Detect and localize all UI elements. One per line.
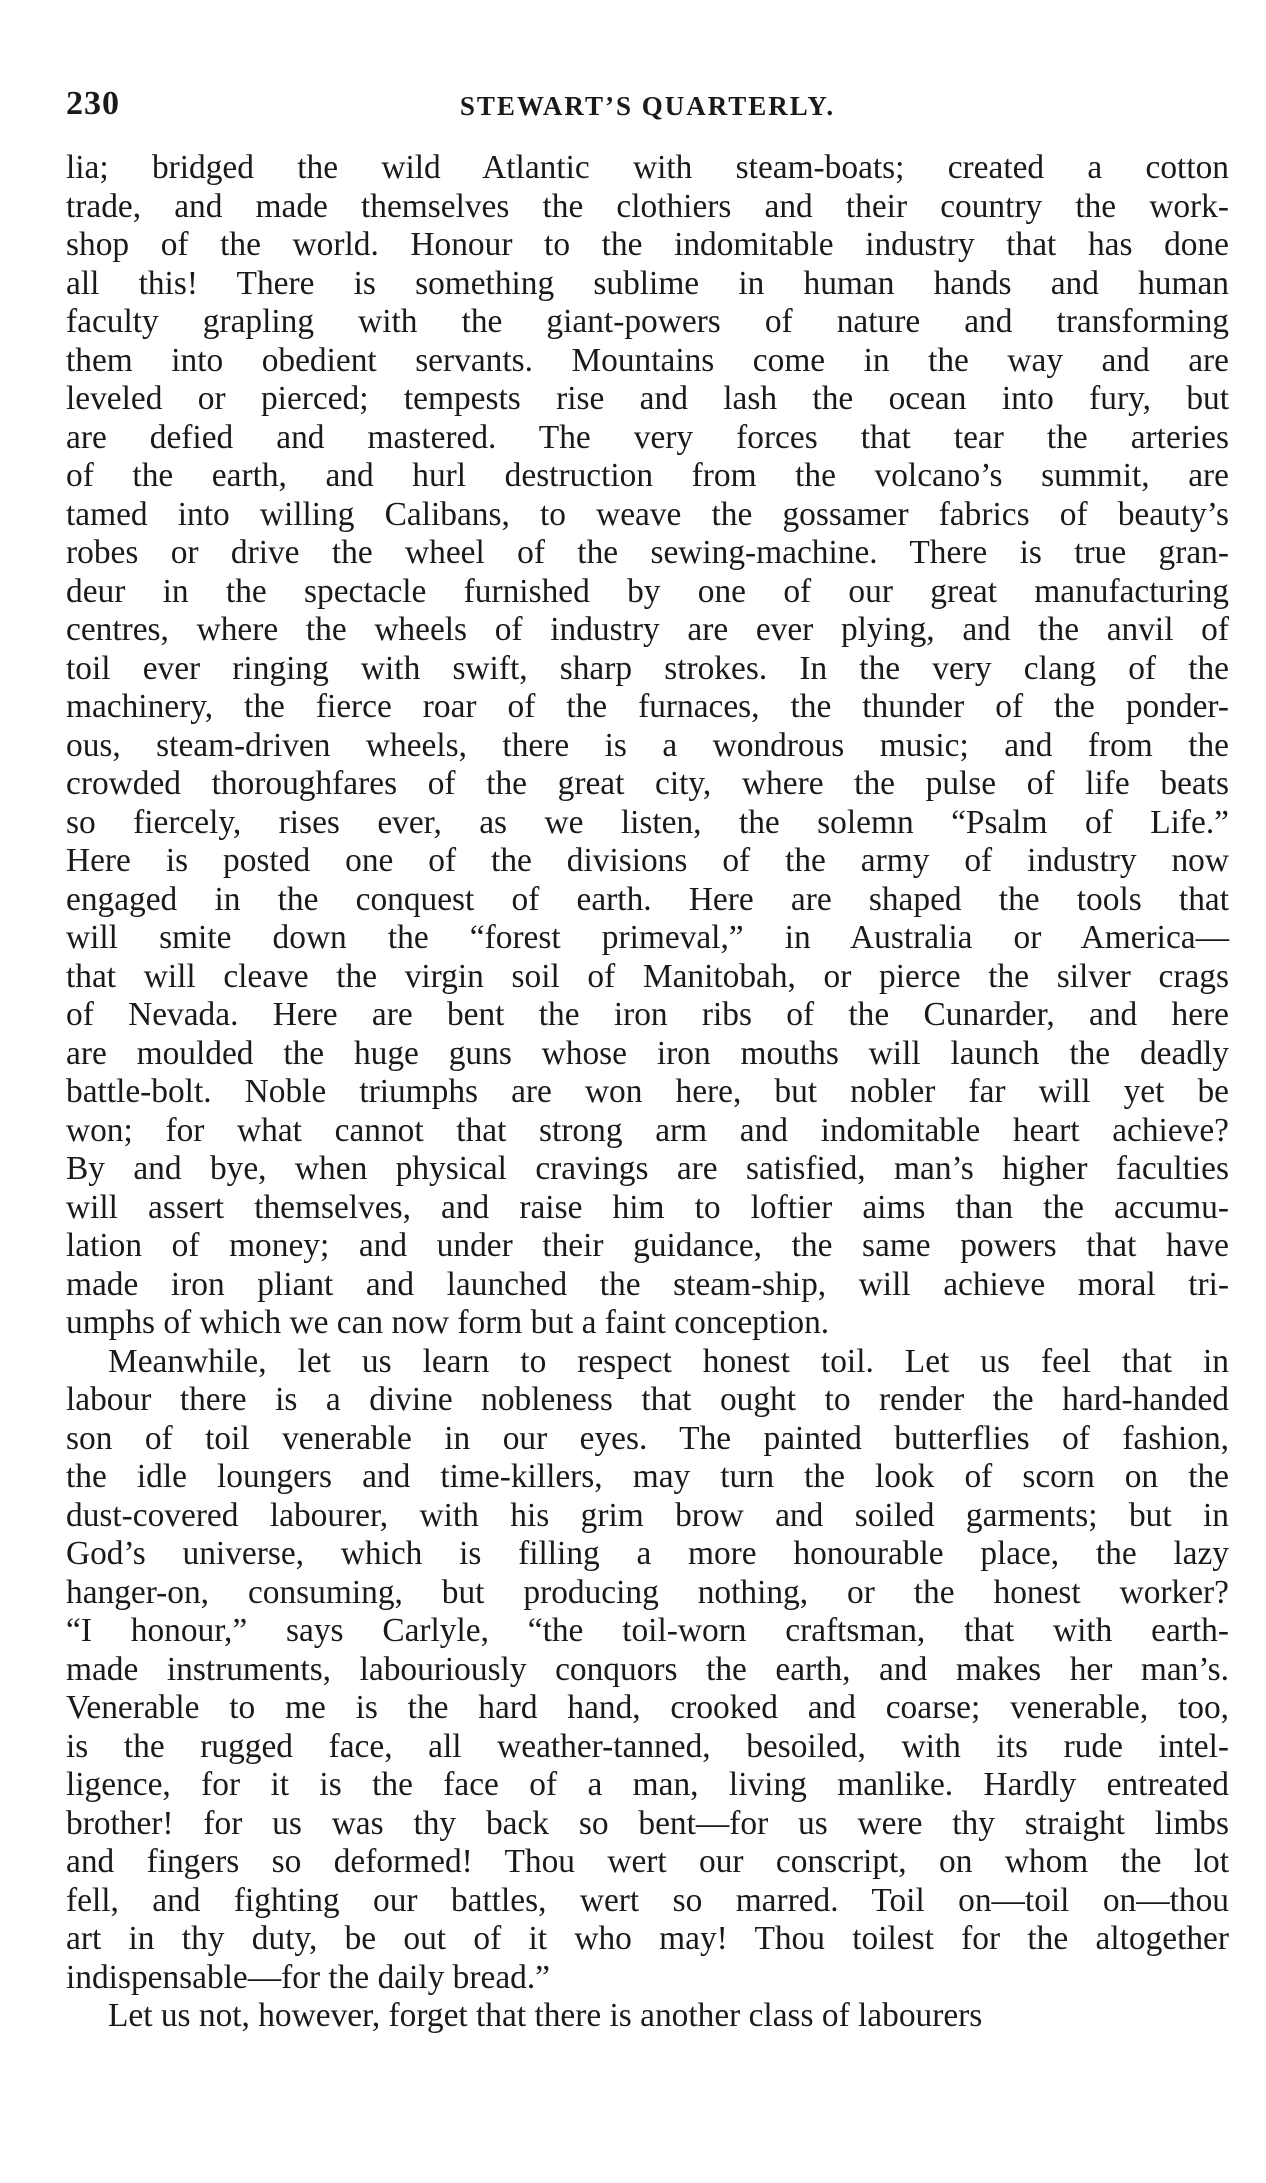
text-line: tamed into willing Calibans, to weave the gossamer fabrics of beauty’s [66,495,1229,533]
text-line: hanger-on, consuming, but producing nothing, or the honest worker? [66,1573,1229,1611]
text-line: umphs of which we can now form but a faint conception. [66,1304,830,1341]
text-line: that will cleave the virgin soil of Manitobah, or pierce the silver crags [66,957,1229,995]
text-line: all this! There is something sublime in human hands and human [66,264,1229,302]
text-line: fell, and fighting our battles, wert so marred. Toil on—toil on—thou [66,1881,1229,1919]
running-head: STEWART’S QUARTERLY. [459,91,836,121]
text-line: labour there is a divine nobleness that ought to render the hard-handed [66,1381,1229,1418]
text-line: is the rugged face, all weather-tanned, besoiled, with its rude intel- [66,1727,1229,1765]
text-line: made iron pliant and launched the steam-ship, will achieve moral tri- [66,1265,1229,1303]
text-line: Let us not, however, forget that there is another class of labourers [108,1997,983,2034]
text-line: ous, steam-driven wheels, there is a wondrous music; and from the [66,726,1229,764]
page-number: 230 [66,85,120,122]
text-line: are moulded the huge guns whose iron mouths will launch the deadly [66,1034,1229,1072]
text-line: machinery, the fierce roar of the furnaces, the thunder of the ponder- [66,688,1229,725]
text-line: brother! for us was thy back so bent—for us were thy straight limbs [66,1804,1229,1842]
paragraph [66,1997,1229,2036]
text-line: Meanwhile, let us learn to respect honest toil. Let us feel that in [108,1342,1229,1380]
text-line: shop of the world. Honour to the indomitable industry that has done [66,226,1229,263]
text-line: “I honour,” says Carlyle, “the toil-worn craftsman, that with earth- [66,1612,1229,1649]
text-line: crowded thoroughfares of the great city, where the pulse of life beats [66,765,1229,802]
text-line: will assert themselves, and raise him to loftier aims than the accumu- [66,1188,1229,1226]
text-line: engaged in the conquest of earth. Here are shaped the tools that [66,880,1229,918]
text-line: and fingers so deformed! Thou wert our conscript, on whom the lot [66,1843,1229,1880]
text-line: trade, and made themselves the clothiers and their country the work- [66,187,1229,225]
text-line: son of toil venerable in our eyes. The painted butterflies of fashion, [66,1419,1229,1457]
text-line: dust-covered labourer, with his grim brow and soiled garments; but in [66,1496,1229,1534]
text-line: battle-bolt. Noble triumphs are won here, but nobler far will yet be [66,1073,1229,1110]
text-line: of Nevada. Here are bent the iron ribs of the Cunarder, and here [66,996,1229,1033]
text-line: the idle loungers and time-killers, may turn the look of scorn on the [66,1458,1229,1495]
text-line: art in thy duty, be out of it who may! Thou toilest for the altogether [66,1920,1229,1957]
body-text [66,149,1229,2036]
paragraph [66,1343,1229,1998]
text-line: them into obedient servants. Mountains come in the way and are [66,341,1229,379]
text-line: centres, where the wheels of industry are ever plying, and the anvil of [66,611,1229,648]
text-line: will smite down the “forest primeval,” in Australia or America— [66,919,1229,956]
text-line: God’s universe, which is filling a more honourable place, the lazy [66,1535,1229,1572]
text-line: leveled or pierced; tempests rise and lash the ocean into fury, but [66,380,1229,417]
text-line: Venerable to me is the hard hand, crooked and coarse; venerable, too, [66,1689,1229,1726]
text-line: deur in the spectacle furnished by one of our great manufacturing [66,572,1229,610]
text-line: robes or drive the wheel of the sewing-machine. There is true gran- [66,534,1229,571]
text-line: are defied and mastered. The very forces that tear the arteries [66,418,1229,456]
text-line: made instruments, labouriously conquors the earth, and makes her man’s. [66,1650,1229,1688]
text-line: so fiercely, rises ever, as we listen, the solemn “Psalm of Life.” [66,803,1229,841]
text-line: of the earth, and hurl destruction from the volcano’s summit, are [66,457,1229,494]
book-page [66,85,1229,2036]
text-line: toil ever ringing with swift, sharp strokes. In the very clang of the [66,649,1229,687]
text-line: ligence, for it is the face of a man, living manlike. Hardly entreated [66,1766,1229,1803]
text-line: By and bye, when physical cravings are satisfied, man’s higher faculties [66,1150,1229,1187]
text-line: lation of money; and under their guidance, the same powers that have [66,1227,1229,1264]
text-line: lia; bridged the wild Atlantic with steam-boats; created a cotton [66,149,1229,186]
text-line: indispensable—for the daily bread.” [66,1958,551,1996]
text-line: won; for what cannot that strong arm and indomitable heart achieve? [66,1111,1229,1149]
text-line: Here is posted one of the divisions of the army of industry now [66,842,1229,879]
text-line: faculty grapling with the giant-powers of nature and transforming [66,303,1229,340]
paragraph [66,149,1229,1343]
page-header [66,85,1229,145]
